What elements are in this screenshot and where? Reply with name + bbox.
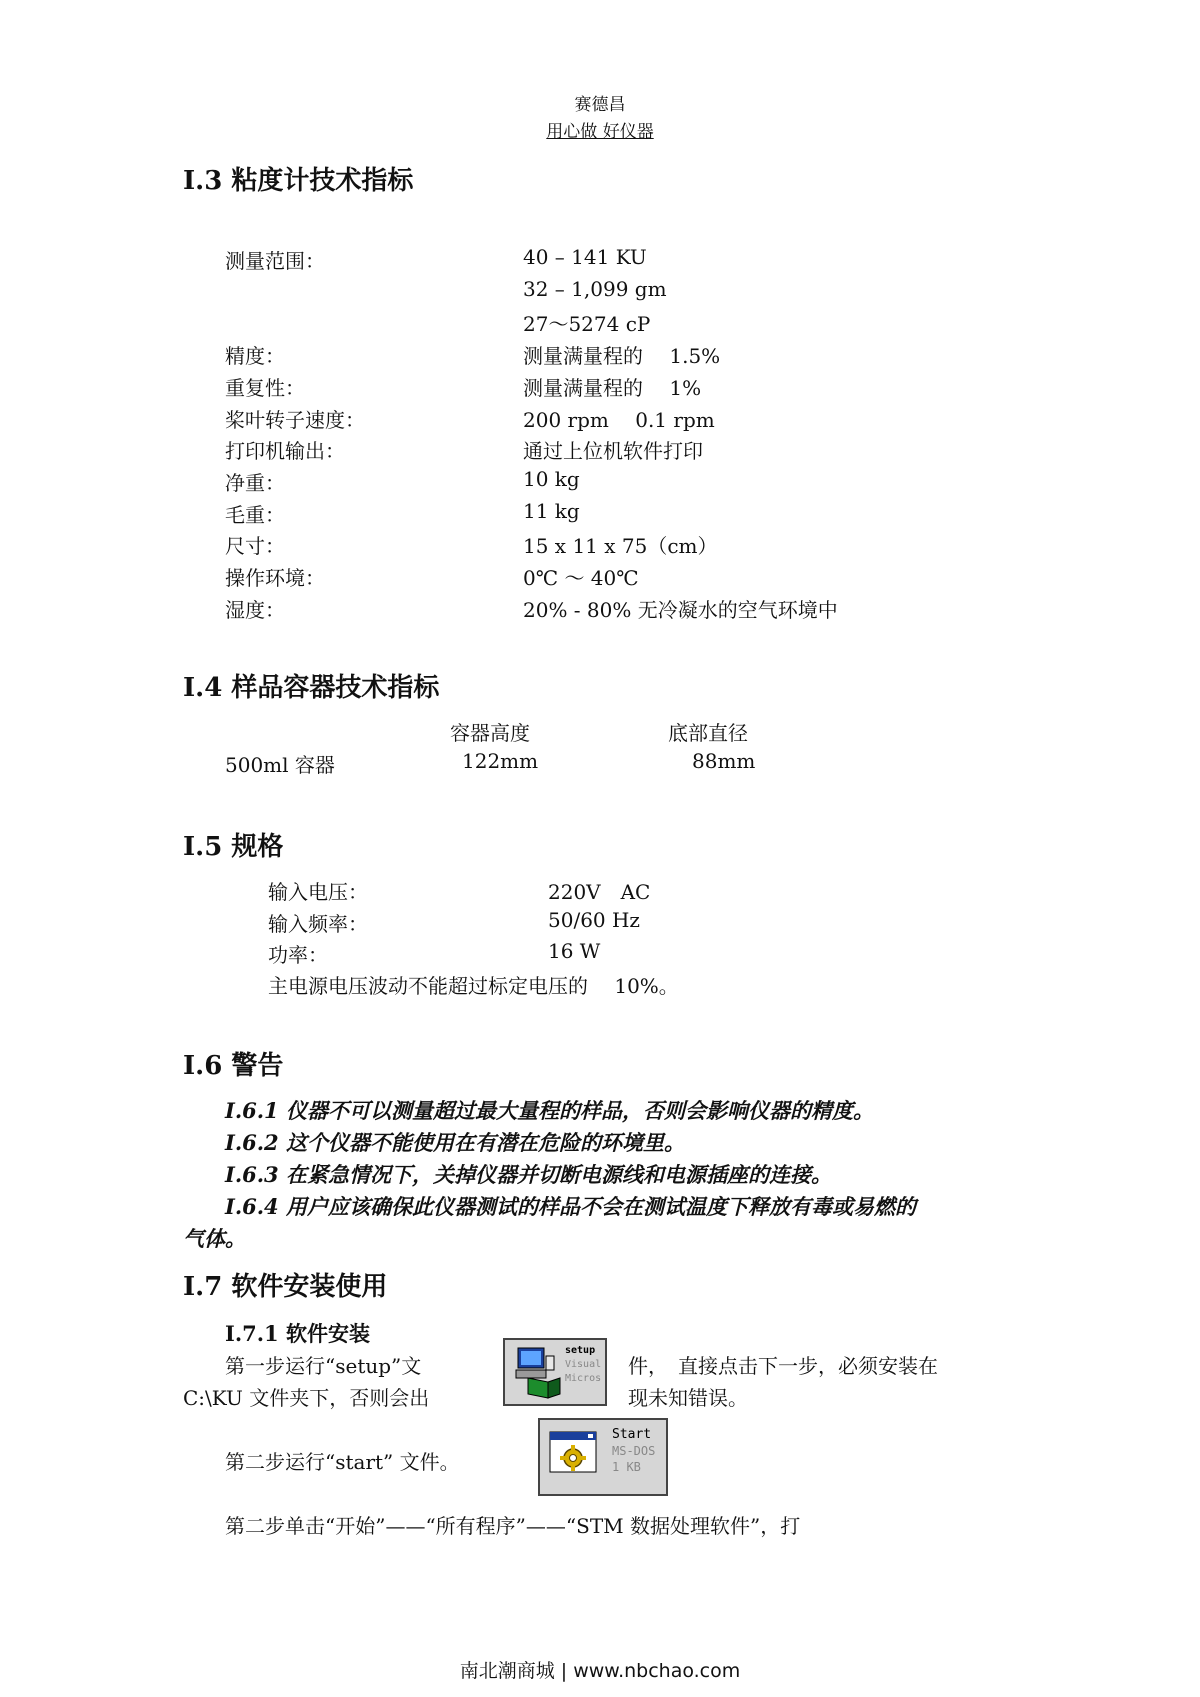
warning-3: I.6.3 在紧急情况下，关掉仪器并切断电源线和电源插座的连接。 (225, 1162, 832, 1187)
dos-window-gear-icon (544, 1426, 602, 1486)
spec-value: 40 – 141 KU (523, 245, 647, 269)
spec-label: 打印机输出： (225, 439, 345, 463)
power-spec-label: 输入电压： (268, 880, 368, 904)
spec-label: 精度： (225, 344, 285, 368)
header-slogan: 用心做 好仪器 (546, 122, 654, 142)
setup-icon-line2: Visual (565, 1359, 602, 1370)
warning-2: I.6.2 这个仪器不能使用在有潜在危险的环境里。 (225, 1130, 685, 1155)
spec-label: 净重： (225, 471, 285, 495)
power-spec-label: 输入频率： (268, 912, 368, 936)
spec-value: 20% - 80% 无冷凝水的空气环境中 (523, 598, 838, 622)
spec-value: 200 rpm 0.1 rpm (523, 408, 715, 432)
spec-value: 通过上位机软件打印 (523, 439, 703, 463)
spec-value: 15 x 11 x 75（cm） (523, 534, 718, 558)
footer-watermark: 南北潮商城 | www.nbchao.com (459, 1660, 741, 1682)
section-heading-1-5: I.5 规格 (183, 832, 284, 862)
step1-text-b: 件， 直接点击下一步，必须安装在 (628, 1354, 938, 1378)
start-icon-line2: MS-DOS (612, 1444, 656, 1458)
setup-icon-line1: setup (565, 1345, 596, 1356)
spec-label: 湿度： (225, 598, 285, 622)
start-icon[interactable] (538, 1418, 668, 1496)
spec-label: 重复性： (225, 376, 305, 400)
power-spec-value: 16 W (548, 939, 601, 963)
step1-text-a: 第一步运行“setup”文 (225, 1354, 422, 1378)
power-spec-label: 功率： (268, 943, 328, 967)
spec-value: 27～5274 cP (523, 312, 651, 336)
warning-4-cont: 气体。 (183, 1226, 246, 1251)
spec-value: 32 – 1,099 gm (523, 277, 667, 301)
container-height: 122mm (462, 749, 539, 773)
spec-value: 测量满量程的 1% (523, 376, 702, 400)
start-icon-line3: 1 KB (612, 1460, 641, 1474)
voltage-note: 主电源电压波动不能超过标定电压的 10%。 (268, 974, 679, 998)
spec-label: 毛重： (225, 503, 285, 527)
start-icon-line1: Start (612, 1427, 652, 1442)
col-header-diameter: 底部直径 (668, 721, 748, 745)
warning-1: I.6.1 仪器不可以测量超过最大量程的样品，否则会影响仪器的精度。 (225, 1098, 874, 1123)
step1-text-c: C:\KU 文件夹下，否则会出 (183, 1386, 430, 1410)
section-heading-1-4: I.4 样品容器技术指标 (183, 673, 440, 703)
setup-icon[interactable] (503, 1338, 607, 1406)
spec-label: 桨叶转子速度： (225, 408, 365, 432)
step1-text-d: 现未知错误。 (628, 1386, 748, 1410)
spec-value: 11 kg (523, 499, 580, 523)
section-heading-1-6: I.6 警告 (183, 1051, 284, 1081)
spec-label: 操作环境： (225, 566, 325, 590)
spec-label: 尺寸： (225, 534, 285, 558)
spec-value: 0℃ ～ 40℃ (523, 566, 639, 590)
step3-text: 第二步单击“开始”——“所有程序”——“STM 数据处理软件”，打 (225, 1514, 801, 1538)
step2-text: 第二步运行“start” 文件。 (225, 1450, 460, 1474)
power-spec-value: 50/60 Hz (548, 908, 640, 932)
container-diameter: 88mm (692, 749, 756, 773)
spec-value: 10 kg (523, 467, 580, 491)
section-heading-1-3: I.3 粘度计技术指标 (183, 166, 414, 196)
section-heading-1-7: I.7 软件安装使用 (183, 1272, 388, 1302)
computer-installer-icon (508, 1342, 564, 1402)
power-spec-value: 220V AC (548, 880, 651, 904)
spec-value: 测量满量程的 1.5% (523, 344, 721, 368)
container-label: 500ml 容器 (225, 753, 335, 777)
warning-4: I.6.4 用户应该确保此仪器测试的样品不会在测试温度下释放有毒或易燃的 (225, 1194, 916, 1219)
subsection-heading-1-7-1: I.7.1 软件安装 (225, 1321, 370, 1346)
col-header-height: 容器高度 (450, 721, 530, 745)
spec-label: 测量范围： (225, 249, 325, 273)
header-brand: 赛德昌 (574, 95, 626, 115)
setup-icon-line3: Micros (565, 1373, 602, 1384)
